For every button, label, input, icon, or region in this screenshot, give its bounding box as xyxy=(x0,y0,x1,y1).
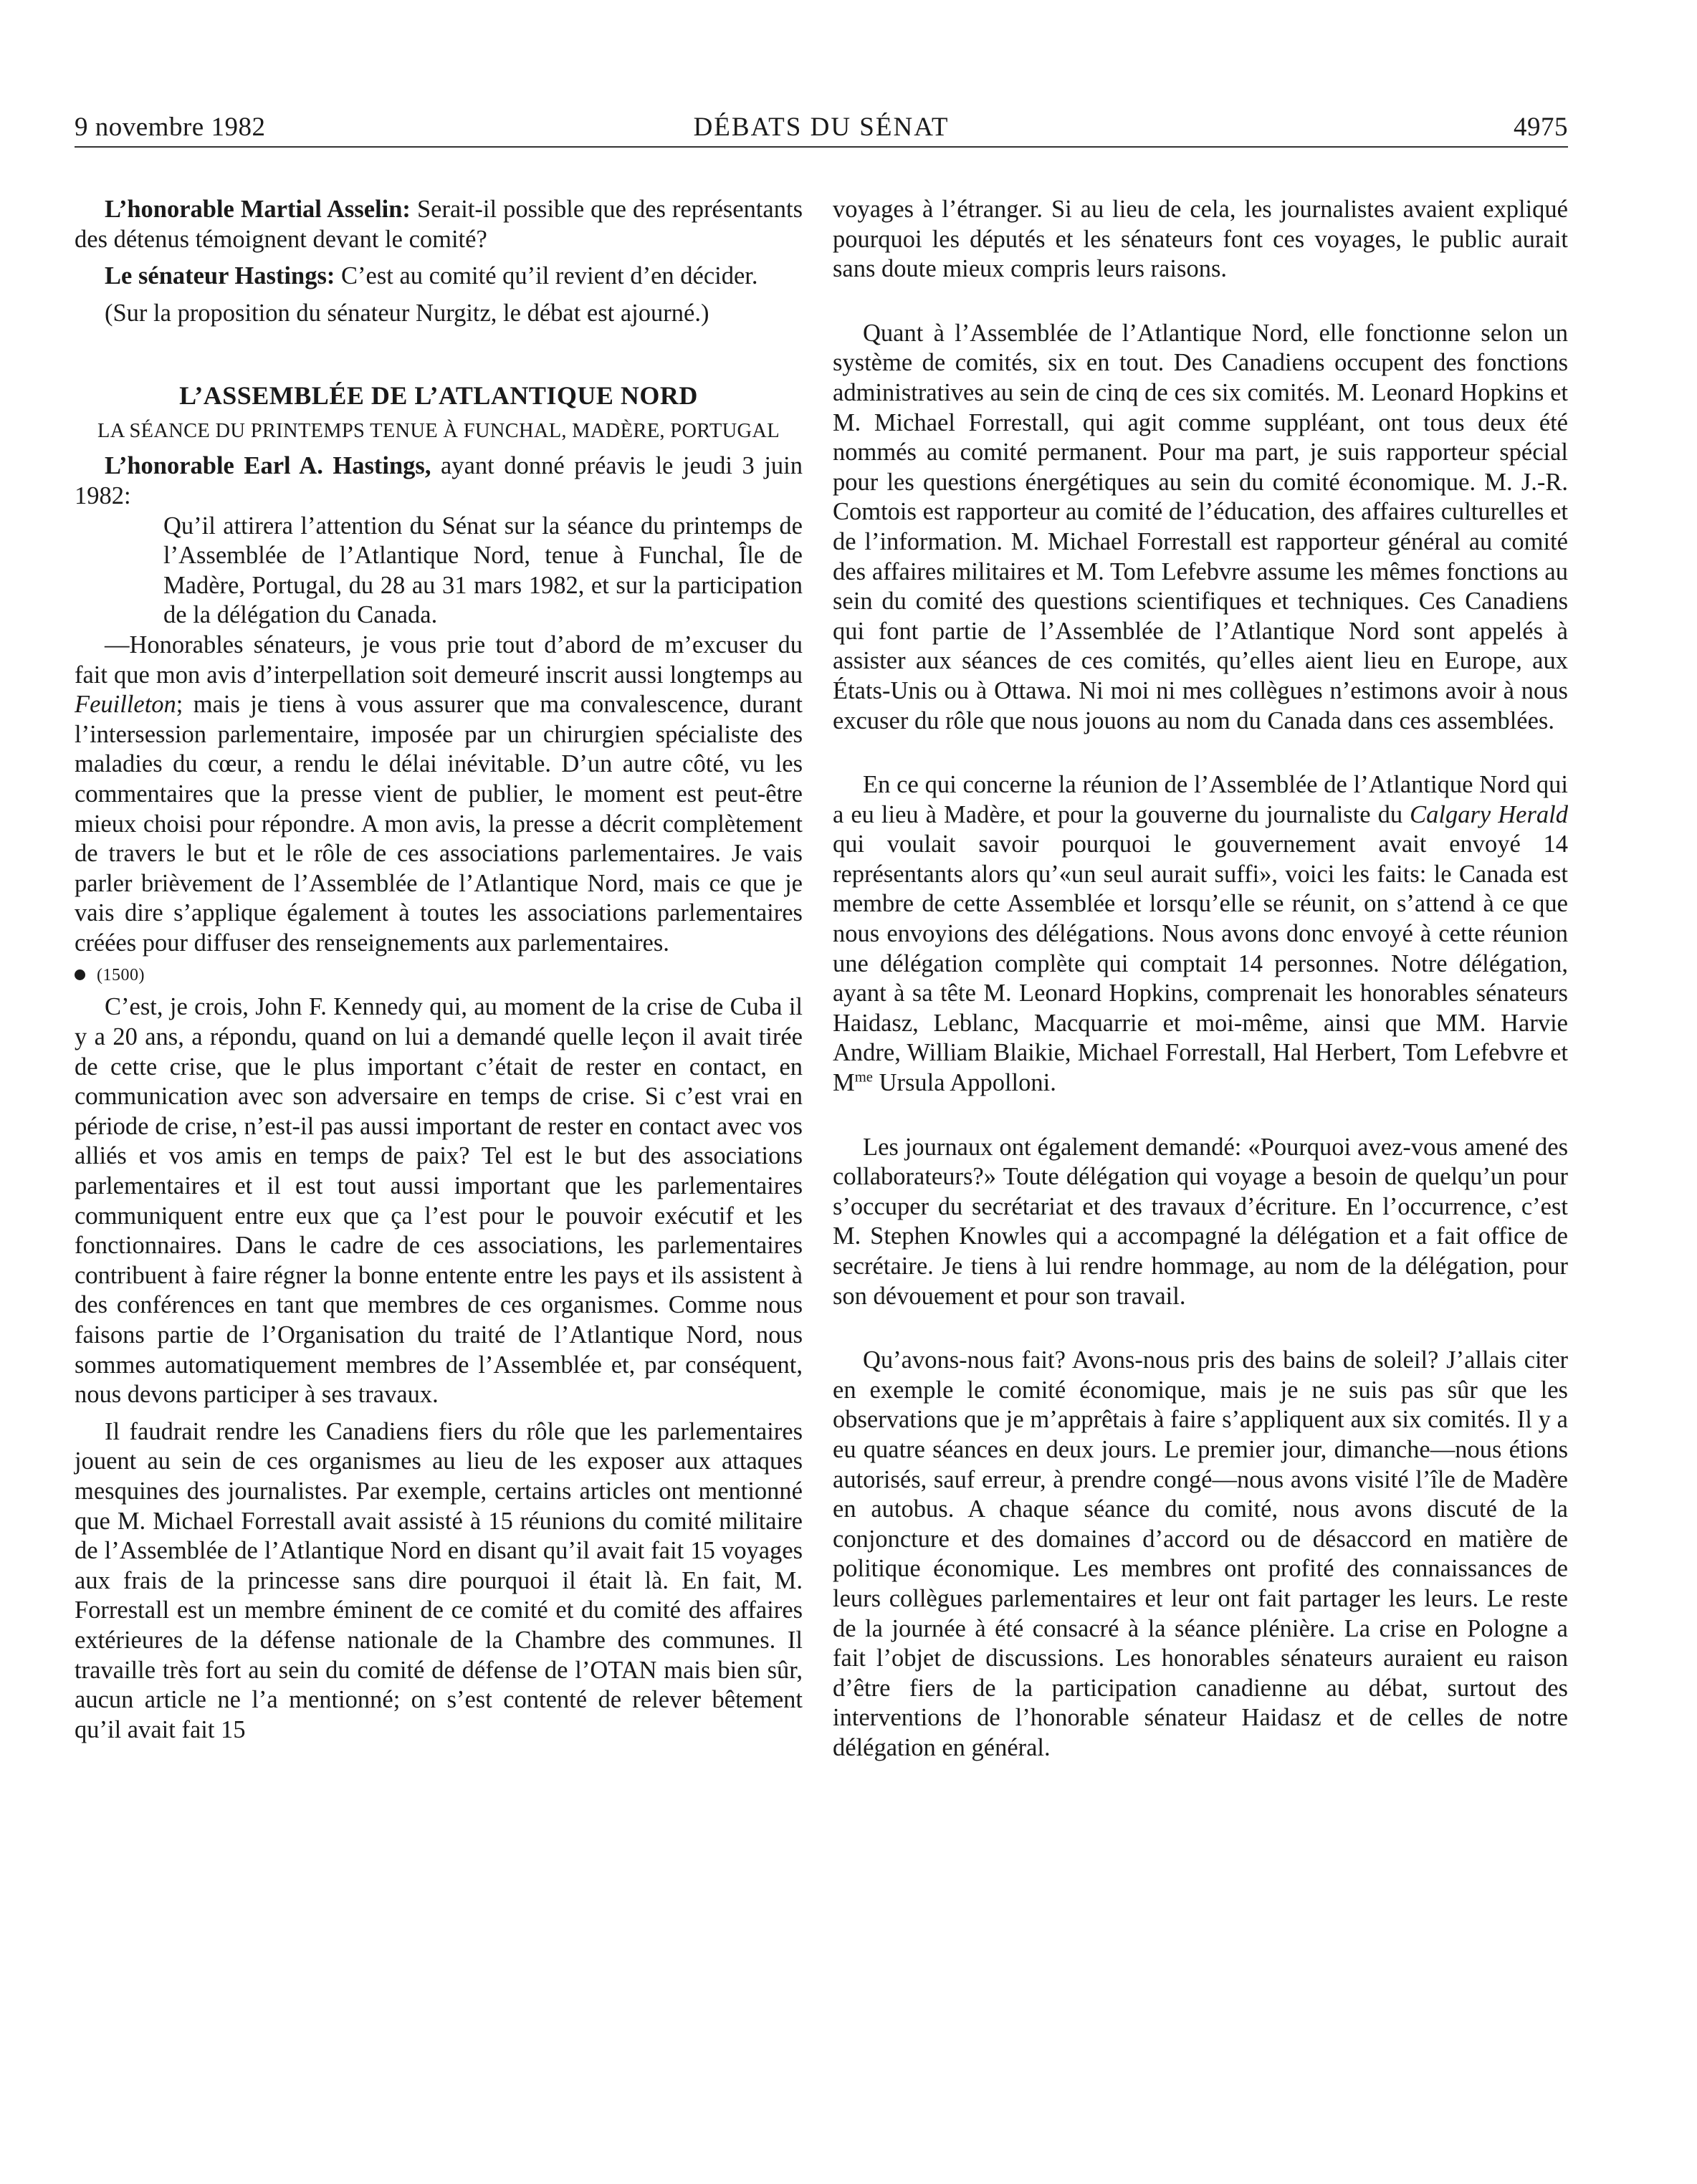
speech-text: En ce qui concerne la réunion de l’Assemblée de l’Atlantique Nord qui a eu lieu à Madère, et pour la gouverne du journaliste du xyxy=(833,771,1568,828)
header-date: 9 novembre 1982 xyxy=(75,112,266,142)
speech-text: ayant donné préavis le jeudi 3 juin 1982: xyxy=(75,452,803,509)
speaker-name: Le sénateur Hastings: xyxy=(105,262,335,290)
paragraph xyxy=(75,262,803,292)
left-column xyxy=(75,195,803,1745)
section-subheading: LA SÉANCE DU PRINTEMPS TENUE À FUNCHAL, MADÈRE, PORTUGAL xyxy=(97,420,780,443)
header-title: DÉBATS DU SÉNAT xyxy=(693,112,950,142)
italic-term: Calgary Herald xyxy=(1410,800,1568,828)
speech-text: —Honorables sénateurs, je vous prie tout d’abord de m’excuser du fait que mon avis d’interpellation soit demeuré inscrit aussi longtemps au xyxy=(75,631,803,689)
header-rule xyxy=(75,146,1568,148)
paragraph xyxy=(75,631,803,959)
speech-text: Ursula Appolloni. xyxy=(872,1069,1056,1097)
speech-text: Serait-il possible que des représentants des détenus témoignent devant le comité? xyxy=(75,196,803,253)
paragraph: Quant à l’Assemblée de l’Atlantique Nord, elle fonctionne selon un système de comités, six en tout. Des Canadiens occupent des fonctions administratives au sein de cinq de ces six comités. M. Leonard Hopkins et M. Michael Forrestall, qui agit comme suppléant, ont tous deux été nommés au comité permanent. Pour ma part, je suis rapporteur spécial pour les questions énergétiques au sein du comité économique. M. J.-R. Comtois est rapporteur au comité de l’éducation, des affaires culturelles et de l’information. M. Michael Forrestall est rapporteur général au comité des affaires militaires et M. Tom Lefebvre assume les mêmes fonctions au sein du comité des questions scientifiques et techniques. Ces Canadiens qui font partie de l’Assemblée de l’Atlantique Nord sont appelés à assister aux séances de ces comités, qu’elles aient lieu en Europe, aux États-Unis ou à Ottawa. Ni moi ni mes collègues n’estimons avoir à nous excuser du rôle que nous jouons au nom du Canada dans ces assemblées. xyxy=(833,319,1568,734)
speech-text: qui voulait savoir pourquoi le gouvernement avait envoyé 14 représentants alors qu’«un seul aurait suffi», voici les faits: le Canada est membre de cette Assemblée et lorsqu’elle se réunit, on s’attend à ce que nous envoyions des délégations. Nous avons donc envoyé à cette réunion une délégation complète qui comptait 14 personnes. Notre délégation, ayant à sa tête M. Leonard Hopkins, comprenait les honorables sénateurs Haidasz, Leblanc, Macquarrie et moi-même, ainsi que MM. Harvie Andre, William Blaikie, Michael Forrestall, Hal Herbert, Tom Lefebvre et M xyxy=(833,830,1568,1097)
section-heading: L’ASSEMBLÉE DE L’ATLANTIQUE NORD xyxy=(179,381,698,411)
header-page-number: 4975 xyxy=(1514,112,1568,142)
right-column xyxy=(833,195,1568,1763)
paragraph xyxy=(75,195,803,254)
paragraph xyxy=(833,770,1568,1098)
paragraph: voyages à l’étranger. Si au lieu de cela, les journalistes avaient expliqué pourquoi les députés et les sénateurs font ces voyages, le public aurait sans doute mieux compris leurs raisons. xyxy=(833,196,1568,283)
time-mark xyxy=(75,962,803,988)
notice-quote: Qu’il attirera l’attention du Sénat sur la séance du printemps de l’Assemblée de l’Atlantique Nord, tenue à Funchal, Île de Madère, Portugal, du 28 au 31 mars 1982, et sur la participation de la délégation du Canada. xyxy=(163,512,803,629)
procedural-note: (Sur la proposition du sénateur Nurgitz, le débat est ajourné.) xyxy=(105,299,709,327)
italic-term: Feuilleton xyxy=(75,691,176,719)
speaker-name: L’honorable Earl A. Hastings, xyxy=(105,452,431,480)
bullet-icon xyxy=(75,969,85,980)
running-header xyxy=(75,107,1568,148)
time-stamp: (1500) xyxy=(97,966,145,985)
superscript: me xyxy=(854,1069,873,1086)
paragraph: Qu’avons-nous fait? Avons-nous pris des bains de soleil? J’allais citer en exemple le comité économique, mais je ne suis pas sûr que les observations que je m’apprêtais à faire s’appliquent aux six comités. Il y a eu quatre séances en deux jours. Le premier jour, dimanche—nous étions autorisés, sauf erreur, à prendre congé—nous avons visité l’île de Madère en autobus. A chaque séance du comité, nous avons discuté de la conjoncture et des domaines d’accord ou de désaccord en matière de politique économique. Les membres ont profité des connaissances de leurs collègues parlementaires et leur ont fait partager les leurs. Le reste de la journée à été consacré à la séance plénière. La crise en Pologne a fait l’objet de discussions. Les honorables sénateurs auraient eu raison d’être fiers de la participation canadienne au débat, surtout des interventions de l’honorable sénateur Haidasz et de celles de notre délégation en général. xyxy=(833,1346,1568,1761)
speech-text: ; mais je tiens à vous assurer que ma convalescence, durant l’intersession parlementaire, imposée par un chirurgien spécialiste des maladies du cœur, a rendu le délai inévitable. D’un autre côté, vu les commentaires que la presse vient de publier, le moment est peut-être mieux choisi pour répondre. A mon avis, la presse a décrit complètement de travers le but et le rôle de ces associations parlementaires. Je vais parler brièvement de l’Assemblée de l’Atlantique Nord, mais ce que je vais dire s’applique également à toutes les associations parlementaires créées pour diffuser des renseignements aux parlementaires. xyxy=(75,691,803,957)
speech-text: C’est au comité qu’il revient d’en décider. xyxy=(335,262,758,290)
paragraph: C’est, je crois, John F. Kennedy qui, au moment de la crise de Cuba il y a 20 ans, a répondu, quand on lui a demandé quelle leçon il avait tirée de cette crise, que le plus important c’était de rester en contact, en communication avec son adversaire en temps de crise. Si c’est vrai en période de crise, n’est-il pas aussi important de rester en contact avec vos alliés et vos amis en temps de paix? Tel est le but des associations parlementaires et il est tout aussi important que les parlementaires communiquent entre eux que ça l’est pour le pouvoir exécutif et les fonctionnaires. Dans le cadre de ces associations, les parlementaires contribuent à faire régner la bonne entente entre les pays et ils assistent à des conférences en tant que membres de ces organismes. Comme nous faisons partie de l’Organisation du traité de l’Atlantique Nord, nous sommes automatiquement membres de l’Assemblée et, par conséquent, nous devons participer à ses travaux. xyxy=(75,993,803,1409)
paragraph: Il faudrait rendre les Canadiens fiers du rôle que les parlementaires jouent au sein de ces organismes au lieu de les exposer aux attaques mesquines des journalistes. Par exemple, certains articles ont mentionné que M. Michael Forrestall avait assisté à 15 réunions du comité militaire de l’Assemblée de l’Atlantique Nord en disant qu’il avait fait 15 voyages aux frais de la princesse sans dire pourquoi il était là. En fait, M. Forrestall est un membre éminent de ce comité et du comité des affaires extérieures de la défense nationale de la Chambre des communes. Il travaille très fort au sein du comité de défense de l’OTAN mais bien sûr, aucun article ne l’a mentionné; on s’est contenté de relever bêtement qu’il avait fait 15 xyxy=(75,1417,803,1743)
paragraph xyxy=(75,451,803,511)
speaker-name: L’honorable Martial Asselin: xyxy=(105,196,411,223)
paragraph: Les journaux ont également demandé: «Pourquoi avez-vous amené des collaborateurs?» Toute délégation qui voyage a besoin de quelqu’un pour s’occuper du secrétariat et des travaux d’écriture. En l’occurrence, c’est M. Stephen Knowles qui a accompagné la délégation et a fait office de secrétaire. Je tiens à lui rendre hommage, au nom de la délégation, pour son dévouement et pour son travail. xyxy=(833,1133,1568,1310)
